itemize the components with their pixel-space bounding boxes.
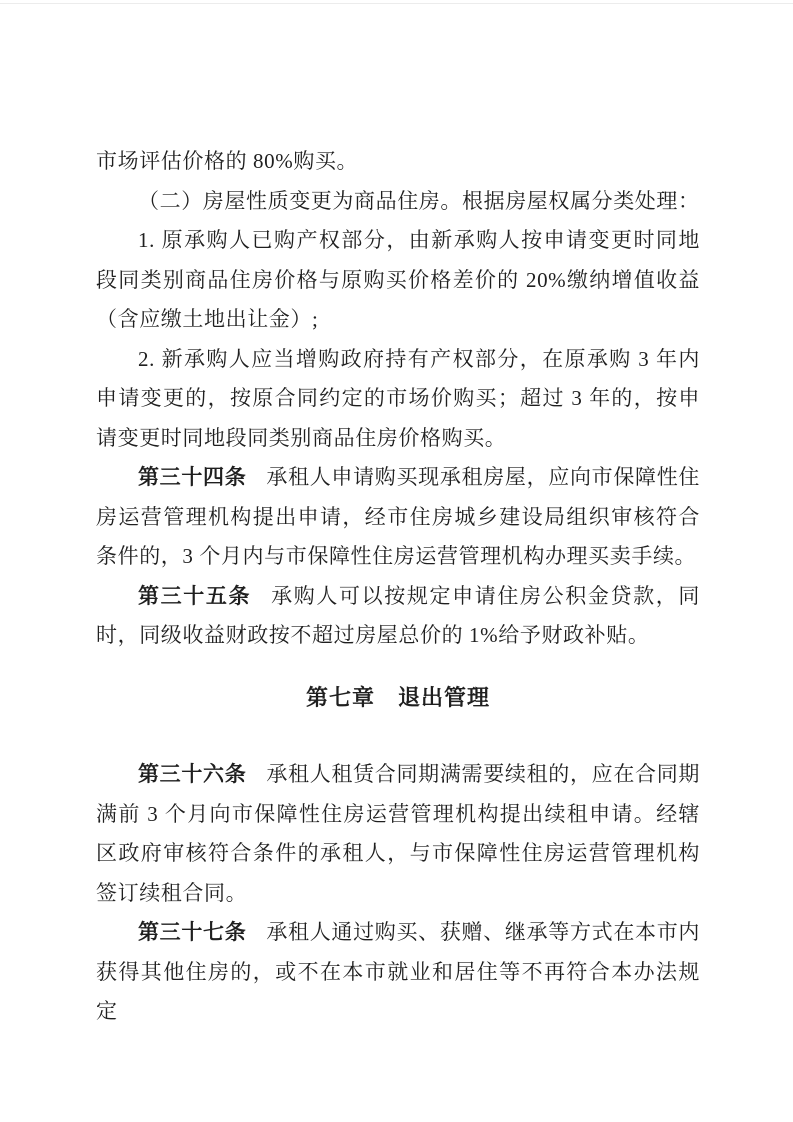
article-37-text: 承租人通过购买、获赠、继承等方式在本市内获得其他住房的，或不在本市就业和居住等不再符合本办法规定 [96,920,701,1023]
paragraph-point-2-text: 2. 新承购人应当增购政府持有产权部分，在原承购 3 年内申请变更的，按原合同约定的市场价购买；超过 3 年的，按申请变更时同地段同类别商品住房价格购买。 [96,346,700,450]
paragraph-item-2 [96,182,700,222]
page-edge-line [0,3,793,4]
article-34-text: 承租人申请购买现承租房屋，应向市保障性住房运营管理机构提出申请，经市住房城乡建设局组织审核符合条件的，3 个月内与市保障性住房运营管理机构办理买卖手续。 [96,465,701,568]
article-35-text: 承购人可以按规定申请住房公积金贷款，同时，同级收益财政按不超过房屋总价的 1%给予财政补贴。 [96,583,701,647]
article-34-number: 第三十四条 [138,465,247,489]
article-37-paragraph [96,913,700,1032]
article-34-paragraph [96,458,700,577]
article-36-text: 承租人租赁合同期满需要续租的，应在合同期满前 3 个月向市保障性住房运营管理机构提出续租申请。经辖区政府审核符合条件的承租人，与市保障性住房运营管理机构签订续租合同。 [96,762,701,905]
article-36-number: 第三十六条 [138,762,247,786]
article-35-number: 第三十五条 [138,583,252,608]
article-35-paragraph [96,577,700,656]
paragraph-continuation [96,142,700,182]
paragraph-item-2-text: （二）房屋性质变更为商品住房。根据房屋权属分类处理： [138,188,700,213]
paragraph-point-1 [96,221,700,340]
paragraph-point-2 [96,340,700,459]
chapter-heading-text: 第七章 退出管理 [305,684,490,710]
paragraph-continuation-text: 市场评估价格的 80%购买。 [96,149,359,173]
paragraph-point-1-text: 1. 原承购人已购产权部分，由新承购人按申请变更时同地段同类别商品住房价格与原购买价格差价的 20%缴纳增值收益（含应缴土地出让金）; [96,228,700,331]
document-content [96,142,700,1032]
chapter-heading [96,678,700,718]
article-36-paragraph [96,755,700,913]
article-37-number: 第三十七条 [138,920,247,944]
